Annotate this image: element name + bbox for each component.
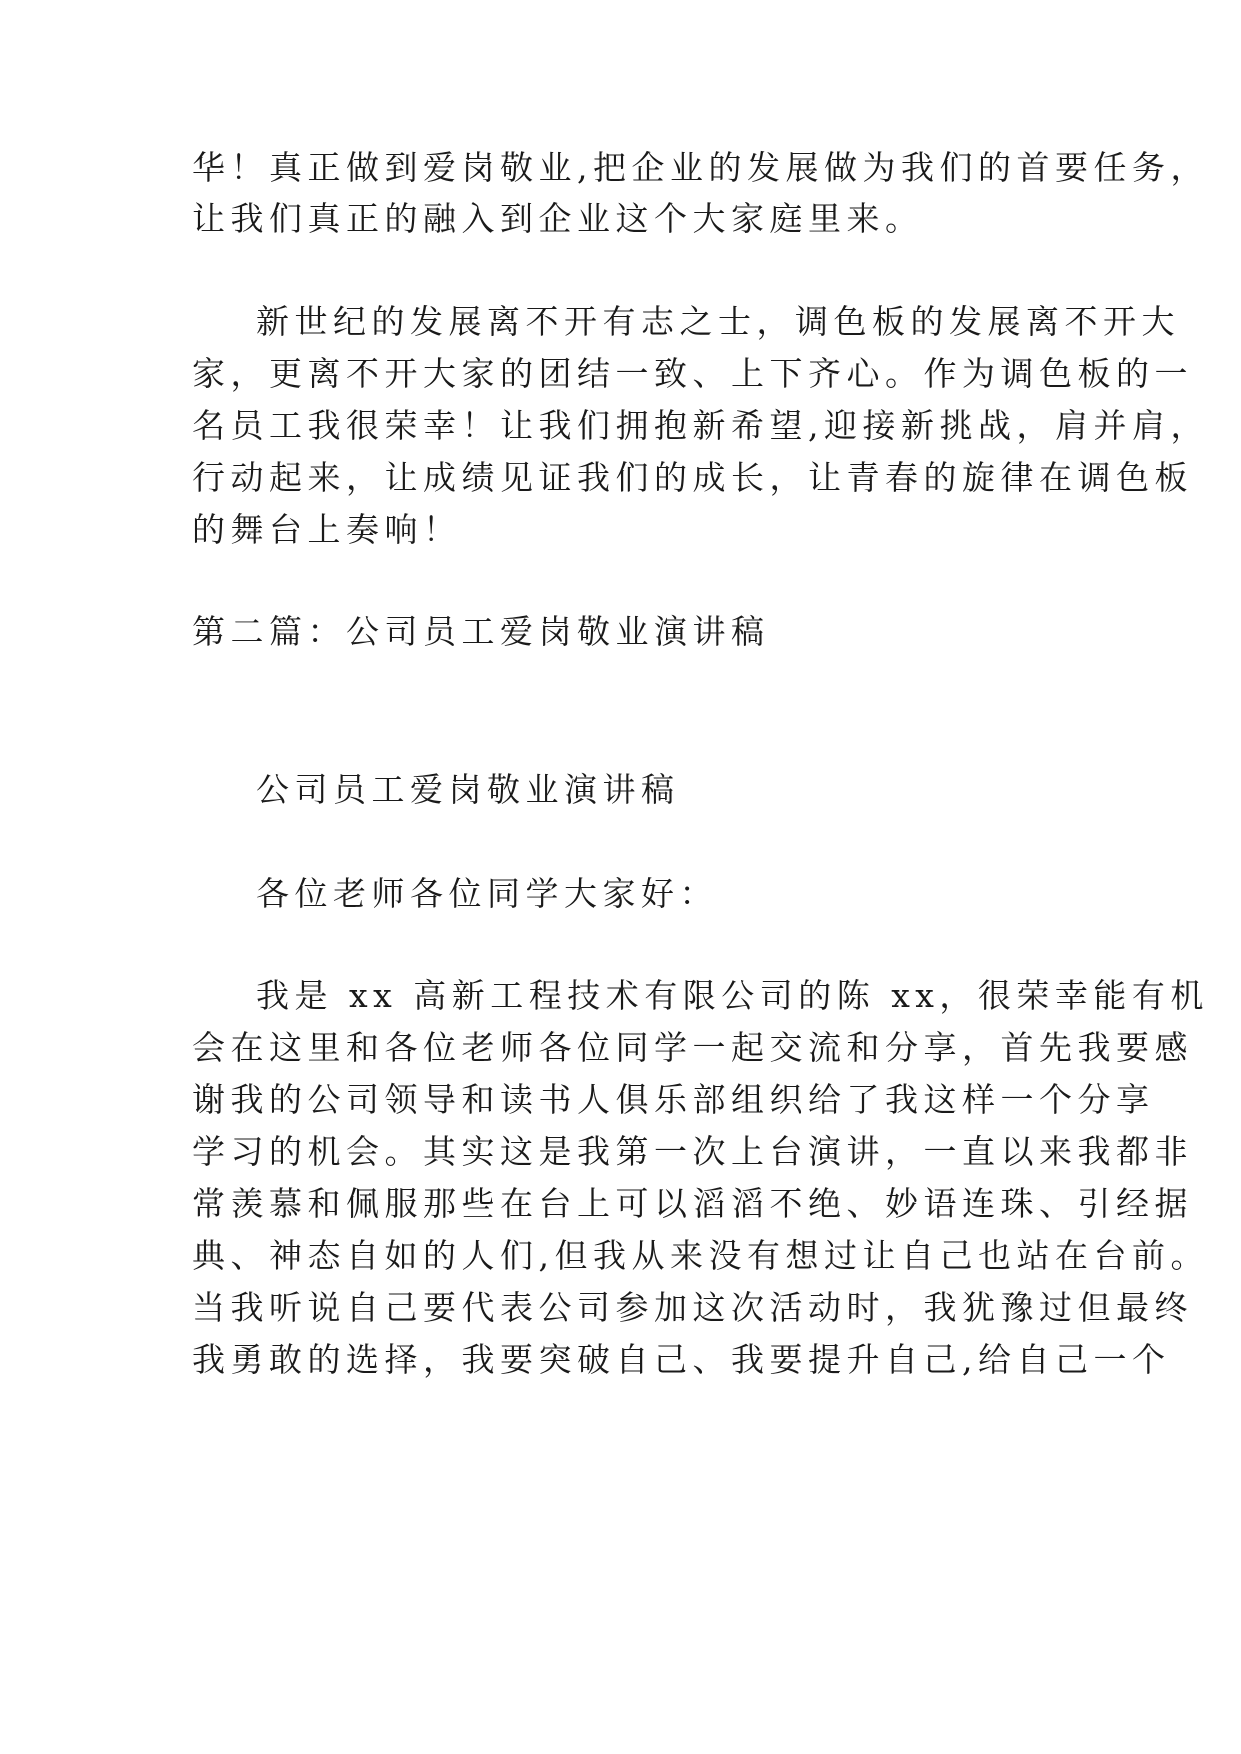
greeting: 各位老师各位同学大家好： (256, 874, 718, 913)
section-heading: 第二篇：公司员工爱岗敬业演讲稿 (192, 612, 770, 651)
paragraph-3-line-5: 常羡慕和佩服那些在台上可以滔滔不绝、妙语连珠、引经据 (192, 1184, 1193, 1223)
paragraph-3-line-2: 会在这里和各位老师各位同学一起交流和分享，首先我要感 (192, 1028, 1193, 1067)
paragraph-1-line-1: 华！真正做到爱岗敬业,把企业的发展做为我们的首要任务， (192, 148, 1209, 187)
paragraph-2-line-1: 新世纪的发展离不开有志之士，调色板的发展离不开大 (256, 302, 1180, 341)
paragraph-3-line-1: 我是 xx 高新工程技术有限公司的陈 xx，很荣幸能有机 (256, 976, 1209, 1015)
paragraph-2-line-2: 家，更离不开大家的团结一致、上下齐心。作为调色板的一 (192, 354, 1193, 393)
paragraph-2-line-3: 名员工我很荣幸！让我们拥抱新希望,迎接新挑战，肩并肩， (192, 406, 1209, 445)
paragraph-2-line-5: 的舞台上奏响！ (192, 510, 462, 549)
paragraph-3-line-7: 当我听说自己要代表公司参加这次活动时，我犹豫过但最终 (192, 1288, 1193, 1327)
paragraph-3-line-3: 谢我的公司领导和读书人俱乐部组织给了我这样一个分享 (192, 1080, 1155, 1119)
paragraph-3-line-4: 学习的机会。其实这是我第一次上台演讲，一直以来我都非 (192, 1132, 1193, 1171)
speech-title: 公司员工爱岗敬业演讲稿 (256, 770, 680, 809)
paragraph-1-line-2: 让我们真正的融入到企业这个大家庭里来。 (192, 199, 924, 238)
paragraph-3-line-8: 我勇敢的选择，我要突破自己、我要提升自己,给自己一个 (192, 1340, 1171, 1379)
paragraph-2-line-4: 行动起来，让成绩见证我们的成长，让青春的旋律在调色板 (192, 458, 1193, 497)
paragraph-3-line-6: 典、神态自如的人们,但我从来没有想过让自己也站在台前。 (192, 1236, 1209, 1275)
